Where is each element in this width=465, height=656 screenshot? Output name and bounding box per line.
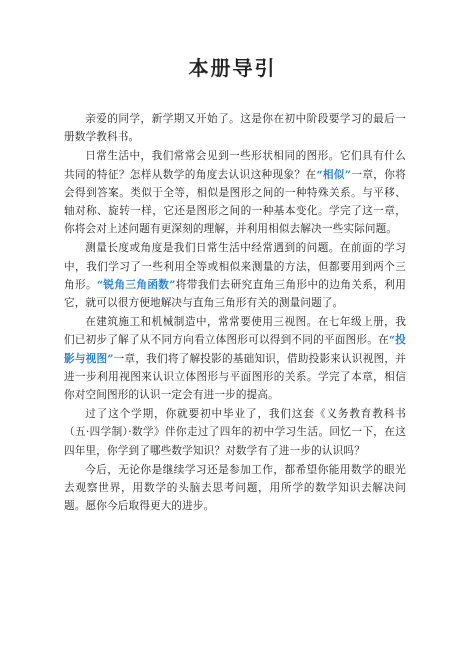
paragraph-similarity	[64, 147, 406, 238]
paragraph-greeting	[64, 110, 406, 146]
paragraph-text: 亲爱的同学，新学期又开始了。这是你在初中阶段要学习的最后一册数学教科书。	[64, 113, 406, 144]
chapter-title-trigonometry: “锐角三角函数”	[96, 278, 176, 291]
paragraph-review	[64, 405, 406, 460]
paragraph-text: 测量长度或角度是我们日常生活中经常遇到的问题。在前面的学习中，我们学习了一些利用全等或相似来测量的方法，但都要用到两个三角形。	[64, 242, 406, 291]
paragraph-text: 今后，无论你是继续学习还是参加工作，都希望你能用数学的眼光去观察世界，用数学的头脑去思考问题，用所学的数学知识去解决问题。愿你今后取得更大的进步。	[64, 463, 406, 513]
paragraph-trigonometry	[64, 239, 406, 312]
paragraph-text: 在建筑施工和机械制造中，常常要使用三视图。在七年级上册，我们已初步了解了从不同方向看立体图形可以得到不同的平面图形。在	[64, 316, 406, 347]
guide-body	[64, 110, 406, 516]
paragraph-closing	[64, 461, 406, 516]
page-title: 本册导引	[188, 56, 277, 80]
paragraph-text: 日常生活中，我们常常会见到一些形状相同的图形。它们具有什么共同的特征？怎样从数学的角度去认识这种现象？在	[64, 150, 406, 181]
paragraph-text: 一章，你将会得到答案。类似于全等，相似是图形之间的一种特殊关系。与平移、轴对称、旋转一样，它还是图形之间的一种基本变化。学完了这一章，你将会对上述问题有更深刻的理解，并利用相似去解决一些实际问题。	[64, 168, 406, 236]
paragraph-text: 过了这个学期，你就要初中毕业了，我们这套《义务教育教科书（五·四学制）·数学》伴你走过了四年的初中学习生活。回忆一下，在这四年里，你学到了哪些数学知识？对数学有了进一步的认识吗？	[64, 408, 406, 457]
paragraph-text: 将带我们去研究直角三角形中的边角关系，利用它，就可以很方便地解决与直角三角形有关的测量问题了。	[64, 278, 407, 310]
paragraph-projection	[64, 313, 406, 404]
chapter-title-similarity: “相似”	[316, 168, 352, 181]
chapter-title-projection: “投影与视图”	[64, 334, 406, 365]
paragraph-text: 一章，我们将了解投影的基础知识，借助投影来认识视图，并进一步利用视图来认识立体图形与平面图形的关系。学完了本章，相信你对空间图形的认识一定会有进一步的提高。	[64, 352, 406, 402]
